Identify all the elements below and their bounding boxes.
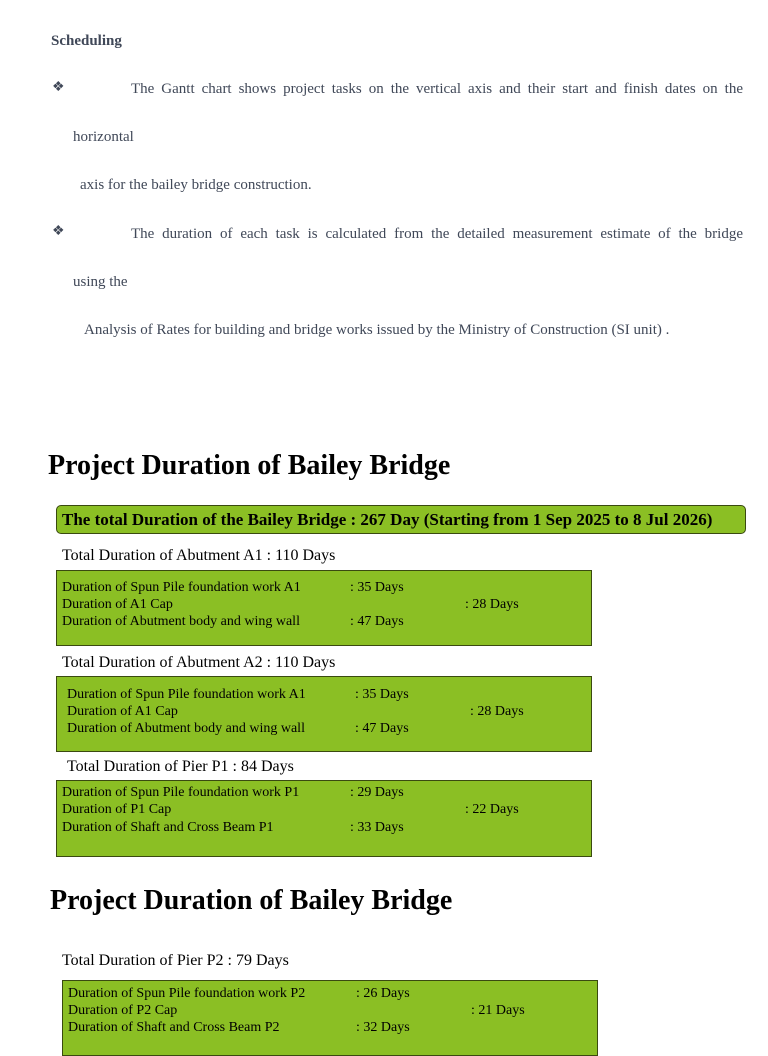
row-label: Duration of Abutment body and wing wall — [62, 614, 300, 629]
bullet-1-line-1: The Gantt chart shows project tasks on the vertical axis and their start and finish dates on the — [131, 81, 743, 97]
row-value: : 33 Days — [350, 820, 404, 835]
pier-p1-title: Total Duration of Pier P1 : 84 Days — [67, 758, 294, 775]
row-label: Duration of P2 Cap — [68, 1003, 178, 1018]
row-value: : 35 Days — [355, 687, 409, 702]
bullet-2-line-2: using the — [73, 274, 128, 290]
row-label: Duration of Spun Pile foundation work A1 — [67, 687, 306, 702]
row-value: : 28 Days — [470, 704, 524, 719]
bullet-1-line-3: axis for the bailey bridge construction. — [80, 177, 312, 193]
pier-p1-box — [56, 780, 592, 857]
row-value: : 29 Days — [350, 785, 404, 800]
row-value: : 26 Days — [356, 986, 410, 1001]
abutment-a1-box — [56, 570, 592, 646]
abutment-a1-title: Total Duration of Abutment A1 : 110 Days — [62, 547, 336, 564]
row-value: : 21 Days — [471, 1003, 525, 1018]
abutment-a2-title: Total Duration of Abutment A2 : 110 Days — [62, 654, 336, 671]
row-label: Duration of Spun Pile foundation work P1 — [62, 785, 300, 800]
row-value: : 32 Days — [356, 1020, 410, 1035]
row-label: Duration of Spun Pile foundation work A1 — [62, 580, 301, 595]
diamond-bullet-icon: ❖ — [52, 224, 65, 239]
row-label: Duration of P1 Cap — [62, 802, 172, 817]
total-duration-banner — [56, 505, 746, 534]
row-value: : 47 Days — [350, 614, 404, 629]
row-value: : 47 Days — [355, 721, 409, 736]
total-duration-text: The total Duration of the Bailey Bridge : 267 Day (Starting from 1 Sep 2025 to 8 Jul 2026) — [62, 509, 713, 529]
scheduling-title: Scheduling — [51, 33, 122, 49]
section-heading-repeat: Project Duration of Bailey Bridge — [50, 885, 453, 916]
row-value: : 22 Days — [465, 802, 519, 817]
row-label: Duration of Shaft and Cross Beam P1 — [62, 820, 274, 835]
section-heading: Project Duration of Bailey Bridge — [48, 450, 451, 481]
row-label: Duration of A1 Cap — [62, 597, 173, 612]
row-value: : 35 Days — [350, 580, 404, 595]
row-value: : 28 Days — [465, 597, 519, 612]
diamond-bullet-icon: ❖ — [52, 80, 65, 95]
bullet-2-line-3: Analysis of Rates for building and bridge works issued by the Ministry of Construction (SI unit) . — [84, 322, 670, 338]
row-label: Duration of Shaft and Cross Beam P2 — [68, 1020, 280, 1035]
bullet-2-line-1: The duration of each task is calculated from the detailed measurement estimate of the bridge — [131, 226, 743, 242]
row-label: Duration of A1 Cap — [67, 704, 178, 719]
pier-p2-box — [62, 980, 598, 1056]
row-label: Duration of Spun Pile foundation work P2 — [68, 986, 306, 1001]
row-label: Duration of Abutment body and wing wall — [67, 721, 305, 736]
pier-p2-title: Total Duration of Pier P2 : 79 Days — [62, 952, 289, 969]
abutment-a2-box — [56, 676, 592, 752]
bullet-1-line-2: horizontal — [73, 129, 134, 145]
